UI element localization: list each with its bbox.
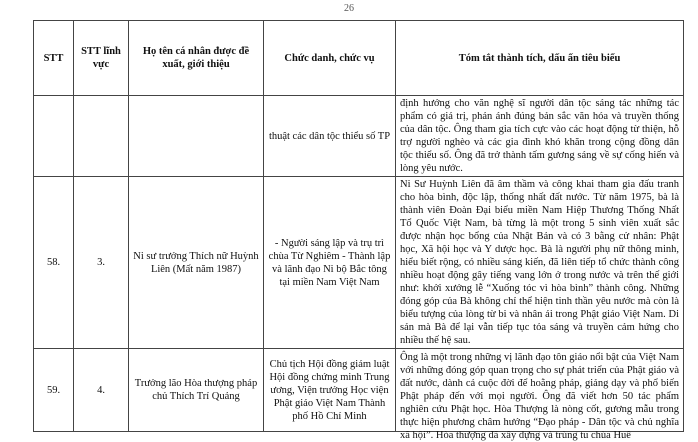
row-name: Ni sư trưởng Thích nữ Huỳnh Liên (Mất năm 1987) [129, 177, 264, 349]
row-stt [34, 96, 74, 177]
header-stt-field: STT lĩnh vực [74, 21, 129, 96]
row-summary: Ni Sư Huỳnh Liên đã âm thầm và công khai tham gia đấu tranh cho hòa bình, độc lập, thống nhất đất nước. Từ năm 1975, bà là thành viên Đoàn Đại biểu miền Nam Hiệp Thương Thống Nhất Tổ Quốc Việt Nam, bà từng là một trong 5 sinh viên xuất sắc được nhận học bổng của Nhật Bản và có 3 bằng cử nhân: Phật học, Xã hội học và Y dược học. Bà là người phụ nữ thông minh, hiểu biết rộng, có nhiều sáng kiến, đã liên tiếp tổ chức thành công nhiều hoạt động gây tiếng vang lớn ở trong nước và trên thế giới như: khởi xướng lễ “Xuống tóc vì hòa bình” thành công. Những đóng góp của Bà không chỉ thể hiện tinh thần yêu nước mà còn là biểu tượng của lòng từ bi và nhân ái trong Phật giáo Việt Nam. Di sản mà Bà để lại vẫn tiếp tục tỏa sáng và truyền cảm hứng cho nhiều thế hệ sau. [396, 177, 684, 349]
row-summary: định hướng cho văn nghệ sĩ người dân tộc sáng tác những tác phẩm có giá trị, phản ánh đúng bản sắc văn hóa và truyền thống của dân tộc. Ông tham gia tích cực vào các hoạt động từ thiện, hỗ trợ người nghèo và các gia đình khó khăn trong cộng đồng dân tộc thiểu số. Ông đã trở thành tấm gương sáng về sự cống hiến và lòng yêu nước. [396, 96, 684, 177]
page-number: 26 [344, 3, 354, 14]
header-summary: Tóm tắt thành tích, dấu ấn tiêu biểu [396, 21, 684, 96]
awards-table [33, 20, 684, 441]
header-stt: STT [34, 21, 74, 96]
row-title: Chủ tịch Hội đồng giám luật Hội đồng chứng minh Trung ương, Viện trưởng Học viện Phật giáo Việt Nam Thành phố Hồ Chí Minh [264, 349, 396, 432]
table-row [34, 349, 684, 432]
row-stt-field: 4. [74, 349, 129, 432]
table-row [34, 96, 684, 177]
row-name: Trưởng lão Hòa thượng pháp chủ Thích Trí Quảng [129, 349, 264, 432]
row-stt: 58. [34, 177, 74, 349]
table-header-row [34, 21, 684, 96]
row-summary [396, 349, 684, 441]
table-row [34, 177, 684, 349]
row-title: thuật các dân tộc thiểu số TP [264, 96, 396, 177]
header-name: Họ tên cá nhân được đề xuất, giới thiệu [129, 21, 264, 96]
row-stt: 59. [34, 349, 74, 432]
row-stt-field [74, 96, 129, 177]
row-summary-text: Ông là một trong những vị lãnh đạo tôn giáo nổi bật của Việt Nam với những đóng góp quan trọng cho sự phát triển của Phật giáo và đất nước, dành cả cuộc đời để hoằng pháp, giảng dạy và phổ biến Phật pháp đến với mọi người. Ông đã viết hơn 50 tác phẩm nghiên cứu Phật học. Hòa Thượng là nòng cốt, gương mẫu trong thực hiện phương châm hướng “Đạo pháp - Dân tộc và chủ nghĩa xã hội”. Hòa thượng đã xây dựng và trùng tu chùa Huê [400, 352, 679, 441]
row-title: - Người sáng lập và trụ trì chùa Từ Nghiêm - Thành lập và lãnh đạo Ni bộ Bắc tông tại miền Nam Việt Nam [264, 177, 396, 349]
header-title: Chức danh, chức vụ [264, 21, 396, 96]
row-stt-field: 3. [74, 177, 129, 349]
row-name [129, 96, 264, 177]
